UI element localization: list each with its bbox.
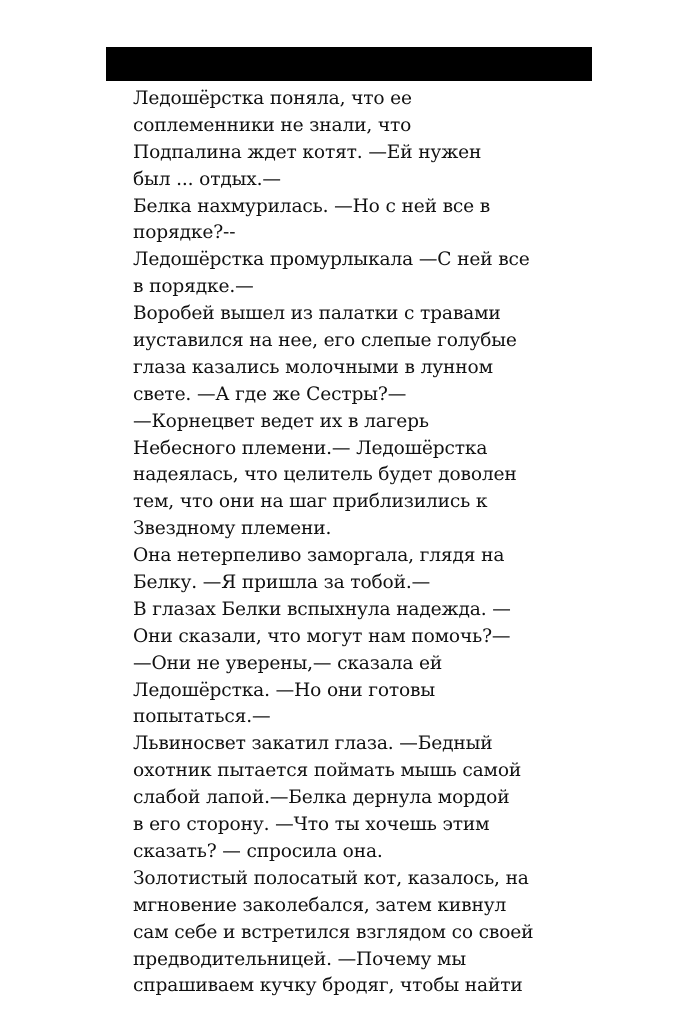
text-line: порядке?-- (133, 222, 236, 244)
text-line: сказать? — спросила она. (133, 840, 383, 862)
document-text (133, 86, 573, 1000)
text-line: соплеменники не знали, что (133, 114, 412, 136)
text-line: Белку. —Я пришла за тобой.— (133, 572, 431, 594)
text-line: Львиносвет закатил глаза. —Бедный (133, 733, 493, 755)
text-line: в порядке.— (133, 276, 254, 298)
text-line: В глазах Белки вспыхнула надежда. — (133, 598, 511, 620)
text-line: иуставился на нее, его слепые голубые (133, 330, 517, 352)
redaction-bar (106, 47, 592, 81)
text-line: в его сторону. —Что ты хочешь этим (133, 814, 490, 836)
text-line: —Они не уверены,— сказала ей (133, 652, 443, 674)
text-line: тем, что они на шаг приблизились к (133, 491, 488, 513)
text-line: Ледошёрстка поняла, что ее (133, 88, 412, 109)
text-line: сам себе и встретился взглядом со своей (133, 921, 534, 943)
text-line: был ... отдых.— (133, 168, 281, 190)
text-line: попытаться.— (133, 706, 271, 728)
text-line: Звездному племени. (133, 518, 332, 540)
text-line: Она нетерпеливо заморгала, глядя на (133, 545, 505, 567)
text-line: Небесного племени.— Ледошёрстка (133, 437, 488, 459)
text-line: Подпалина ждет котят. —Ей нужен (133, 141, 482, 163)
text-line: Золотистый полосатый кот, казалось, на (133, 867, 529, 889)
text-line: Белка нахмурилась. —Но с ней все в (133, 195, 491, 217)
text-line: мгновение заколебался, затем кивнул (133, 894, 507, 916)
text-line: слабой лапой.—Белка дернула мордой (133, 787, 510, 809)
text-line: Они сказали, что могут нам помочь?— (133, 625, 511, 647)
text-line: свете. —А где же Сестры?— (133, 383, 407, 405)
text-line: Ледошёрстка. —Но они готовы (133, 679, 436, 701)
text-line: Воробей вышел из палатки с травами (133, 303, 501, 325)
text-line: предводительницей. —Почему мы (133, 948, 466, 970)
text-line: охотник пытается поймать мышь самой (133, 760, 522, 782)
text-line: Ледошёрстка промурлыкала —С ней все (133, 249, 530, 271)
text-line: спрашиваем кучку бродяг, чтобы найти (133, 975, 523, 997)
text-line: —Корнецвет ведет их в лагерь (133, 410, 429, 432)
text-line: надеялась, что целитель будет доволен (133, 464, 517, 486)
text-line: глаза казались молочными в лунном (133, 356, 493, 378)
